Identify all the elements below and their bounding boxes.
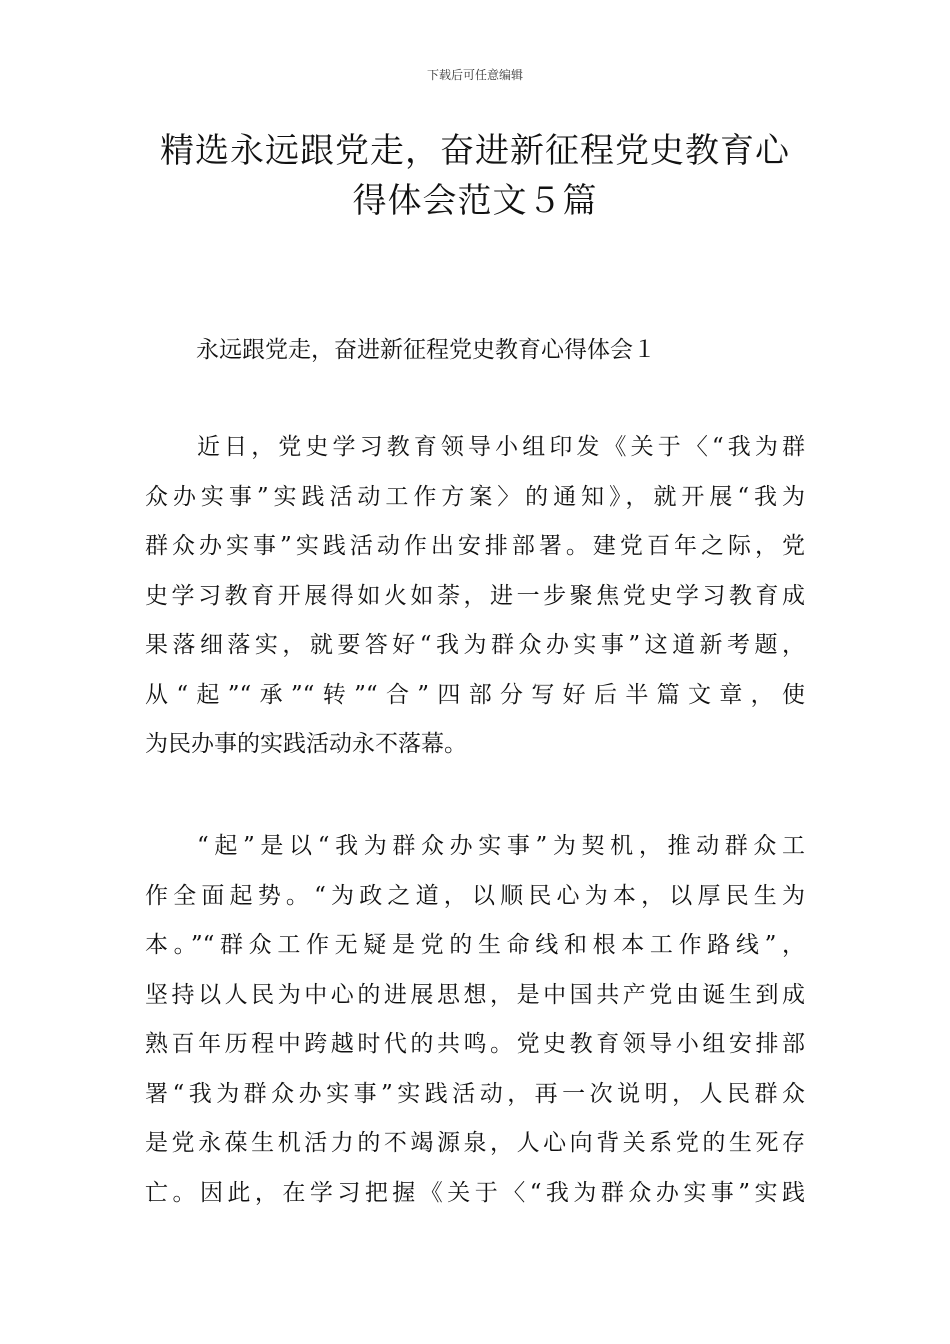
paragraph-line: 坚持以人民为中心的进展思想，是中国共产党由诞生到成 — [145, 981, 805, 1008]
title-line-1: 精选永远跟党走，奋进新征程党史教育心 — [160, 131, 790, 171]
paragraph-2 — [145, 822, 805, 1218]
paragraph-line: 近日，党史学习教育领导小组印发《关于〈“我为群 — [197, 434, 805, 460]
paragraph-line: 熟百年历程中跨越时代的共鸣。党史教育领导小组安排部 — [145, 1031, 805, 1057]
title-line-2: 得体会范文５篇 — [352, 181, 598, 221]
paragraph-line: 从“起”“承”“转”“合”四部分写好后半篇文章，使 — [145, 681, 805, 708]
paragraph-line: 本。”“群众工作无疑是党的生命线和根本工作路线”， — [145, 932, 805, 958]
paragraph-line: 史学习教育开展得如火如荼，进一步聚焦党史学习教育成 — [145, 582, 805, 609]
paragraph-line: 亡。因此，在学习把握《关于〈“我为群众办实事”实践 — [145, 1179, 805, 1206]
document-title — [140, 126, 810, 226]
paragraph-line: 为民办事的实践活动永不落幕。 — [145, 731, 467, 757]
paragraph-line: 署“我为群众办实事”实践活动，再一次说明，人民群众 — [145, 1080, 805, 1107]
paragraph-line: 果落细落实，就要答好“我为群众办实事”这道新考题， — [145, 632, 805, 658]
header-note: 下载后可任意编辑 — [426, 68, 523, 82]
paragraph-line: 众办实事”实践活动工作方案〉的通知》，就开展“我为 — [145, 483, 805, 510]
paragraph-line: 作全面起势。“为政之道，以顺民心为本，以厚民生为 — [145, 882, 805, 909]
paragraph-1 — [145, 423, 805, 770]
section-heading: 永远跟党走，奋进新征程党史教育心得体会１ — [196, 337, 656, 363]
paragraph-line: “起”是以“我为群众办实事”为契机，推动群众工 — [197, 833, 805, 859]
paragraph-line: 是党永葆生机活力的不竭源泉，人心向背关系党的生死存 — [145, 1130, 805, 1156]
paragraph-line: 群众办实事”实践活动作出安排部署。建党百年之际，党 — [145, 533, 805, 559]
